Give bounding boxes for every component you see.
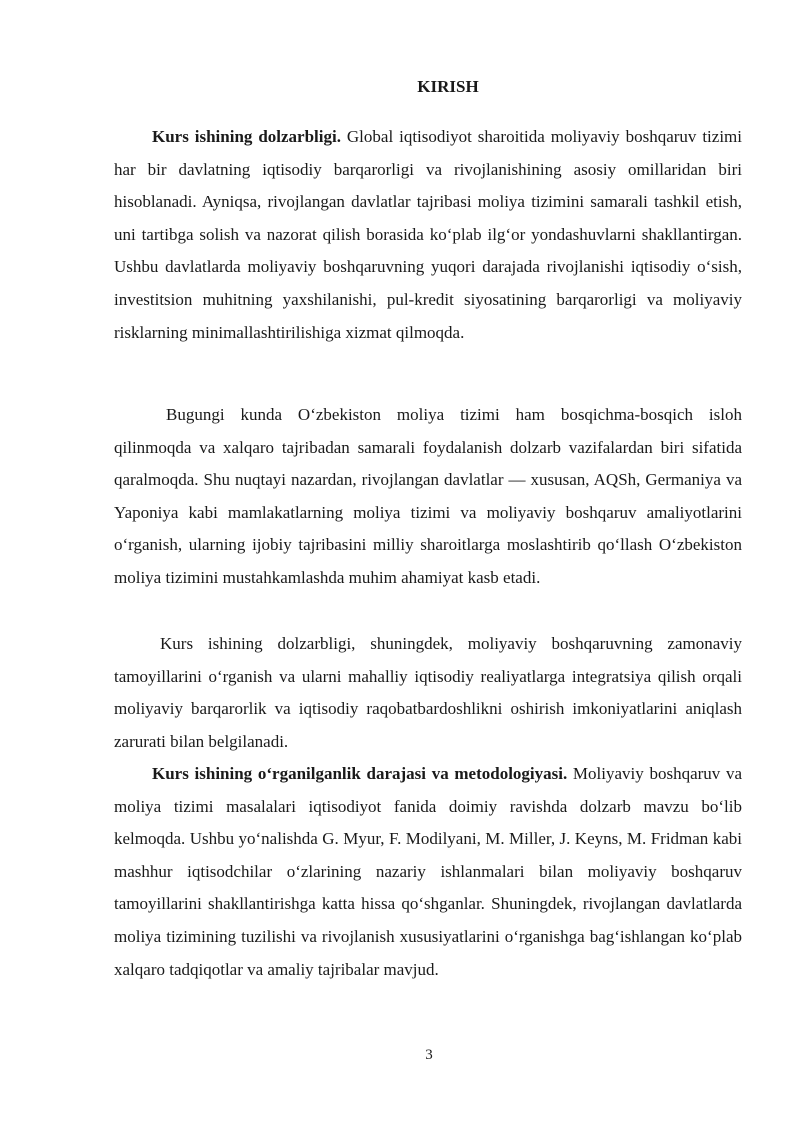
paragraph-relevance-continued — [114, 628, 742, 758]
paragraph-text: Global iqtisodiyot sharoitida moliyaviy boshqaruv tizimi har bir davlatning iqtisodiy barqarorligi va rivojlanishining asosiy omillaridan biri hisoblanadi. Ayniqsa, rivojlangan davlatlar tajribasi moliya tizimini samarali tashkil etish, uni tartibga solish va nazorat qilish borasida ko‘plab ilg‘or yondashuvlarni shakllantirgan. Ushbu davlatlarda moliyaviy boshqaruvning yuqori darajada rivojlanishi iqtisodiy o‘sish, investitsion muhitning yaxshilanishi, pul-kredit siyosatining barqarorligi va moliyaviy risklarning minimallashtirilishiga xizmat qilmoqda. — [114, 127, 742, 342]
paragraph-text: Kurs ishining dolzarbligi, shuningdek, moliyaviy boshqaruvning zamonaviy tamoyillarini o‘rganish va ularni mahalliy iqtisodiy realiyatlarga integratsiya qilish orqali moliyaviy barqarorlik va iqtisodiy raqobatbardoshlikni oshirish imkoniyatlarini aniqlash zarurati bilan belgilanadi. — [114, 634, 742, 751]
paragraph-uzbekistan — [114, 399, 742, 595]
paragraph-text: Moliyaviy boshqaruv va moliya tizimi masalalari iqtisodiyot fanida doimiy ravishda dolzarb mavzu bo‘lib kelmoqda. Ushbu yo‘nalishda G. Myur, F. Modilyani, M. Miller, J. Keyns, M. Fridman kabi mashhur iqtisodchilar o‘zlarining nazariy ishlanmalari bilan moliyaviy boshqaruv tamoyillarini shakllantirishga katta hissa qo‘shganlar. Shuningdek, rivojlangan davlatlarda moliya tizimining tuzilishi va rivojlanish xususiyatlarini o‘rganishga bag‘ishlangan ko‘plab xalqaro tadqiqotlar va amaliy tajribalar mavjud. — [114, 764, 743, 979]
paragraph-heading: Kurs ishining o‘rganilganlik darajasi va metodologiyasi. — [152, 764, 568, 783]
paragraph-text: Bugungi kunda O‘zbekiston moliya tizimi ham bosqichma-bosqich isloh qilinmoqda va xalqaro tajribadan samarali foydalanish dolzarb vazifalardan biri sifatida qaralmoqda. Shu nuqtayi nazardan, rivojlangan davlatlar — xususan, AQSh, Germaniya va Yaponiya kabi mamlakatlarning moliya tizimi va moliyaviy boshqaruv amaliyotlarini o‘rganish, ularning ijobiy tajribasini milliy sharoitlarga moslashtirib qo‘llash O‘zbekiston moliya tizimini mustahkamlashda muhim ahamiyat kasb etadi. — [114, 405, 742, 587]
paragraph-relevance — [114, 121, 742, 349]
paragraph-heading: Kurs ishining dolzarbligi. — [152, 127, 341, 146]
page-number: 3 — [425, 1047, 433, 1063]
paragraph-methodology — [114, 758, 742, 986]
page-title: KIRISH — [417, 77, 479, 96]
